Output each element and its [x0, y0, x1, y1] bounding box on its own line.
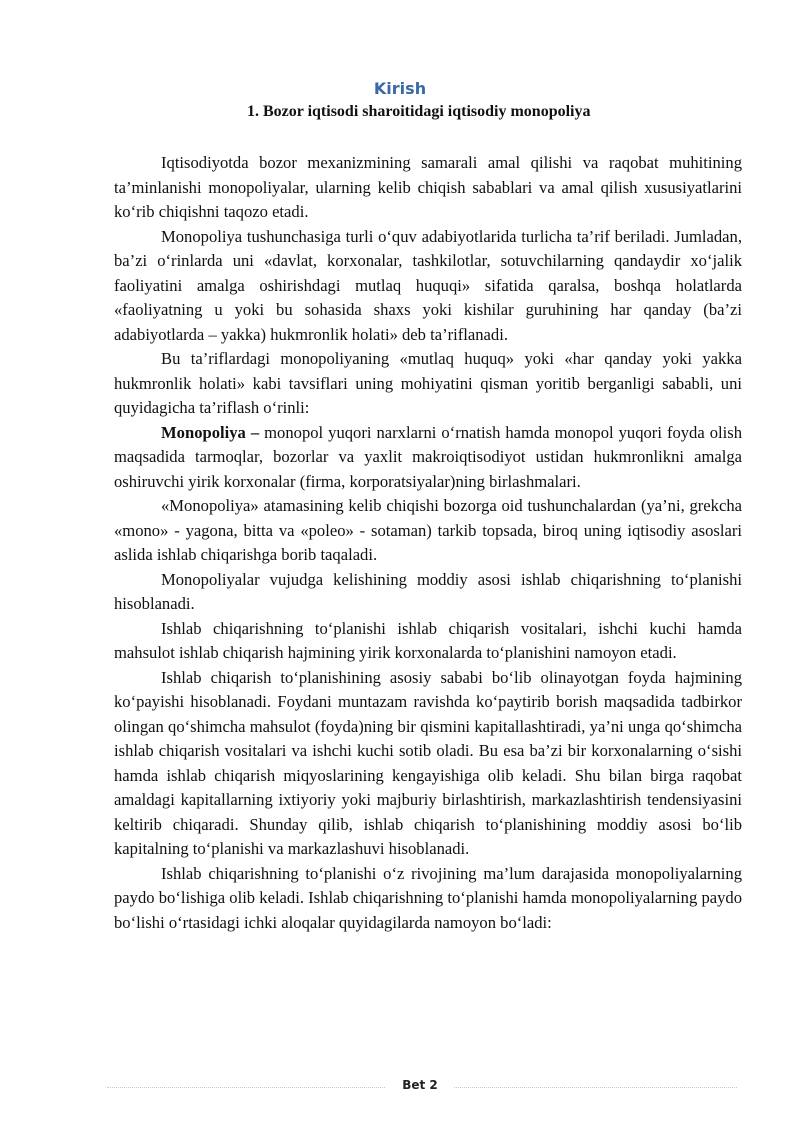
footer-rule-right — [454, 1087, 737, 1088]
paragraph: Ishlab chiqarishning to‘planishi ishlab chiqarish vositalari, ishchi kuchi hamda mahsulot ishlab chiqarish hajmining yirik korxonalarda to‘planishini namoyon etadi. — [114, 618, 742, 662]
chapter-title: 1. Bozor iqtisodi sharoitidagi iqtisodiy monopoliya — [247, 103, 591, 120]
footer-rule-left — [107, 1087, 385, 1088]
definition-paragraph — [114, 421, 742, 495]
page-footer — [107, 1078, 737, 1098]
paragraph: Monopoliya tushunchasiga turli o‘quv adabiyotlarida turlicha ta’rif beriladi. Jumladan, ba’zi o‘rinlarda uni «davlat, korxonalar, tashkilotlar, sotuvchilarning qandaydir xo‘jalik faoliyatini amalga oshirishdagi mutlaq huquqi» sifatida qaralsa, boshqa holatlarda «faoliyatning u yoki bu sohasida shaxs yoki kishilar guruhining har qanday (ba’zi adabiyotlarda – yakka) hukmronlik holati» deb ta’riflanadi. — [114, 226, 742, 344]
paragraph: «Monopoliya» atamasining kelib chiqishi bozorga oid tushunchalardan (ya’ni, grekcha «mono» - yagona, bitta va «poleo» - sotaman) tarkib topsada, biroq uning iqtisodiy asoslari aslida ishlab chiqarishga borib taqaladi. — [114, 496, 742, 564]
paragraph: Iqtisodiyotda bozor mexanizmining samarali amal qilishi va raqobat muhitining ta’minlanishi monopoliyalar, ularning kelib chiqish sabablari va amal qilish xususiyatlarini ko‘rib chiqishni taqozo etadi. — [114, 153, 742, 221]
definition-text: monopol yuqori narxlarni o‘rnatish hamda monopol yuqori foyda olish maqsadida tarmoqlar, bozorlar va yaxlit makroiqtisodiyot ustidan hukmronlikni amalga oshiruvchi yirik korxonalar (firma, korporatsiyalar)ning birlashmalari. — [114, 422, 742, 491]
definition-term: Monopoliya – — [161, 422, 260, 442]
page-number: Bet 2 — [402, 1078, 438, 1092]
section-heading: Kirish — [373, 79, 427, 98]
paragraph: Bu ta’riflardagi monopoliyaning «mutlaq huquq» yoki «har qanday yoki yakka hukmronlik holati» kabi tavsiflari uning mohiyatini qisman yoritib berganligi sababli, uni quyidagicha ta’riflash o‘rinli: — [114, 349, 742, 417]
paragraph: Ishlab chiqarish to‘planishining asosiy sababi bo‘lib olinayotgan foyda hajmining ko‘payishi hisoblanadi. Foydani muntazam ravishda ko‘paytirib borish maqsadida tadbirkor olingan qo‘shimcha mahsulot (foyda)ning bir qismini kapitallashtiradi, ya’ni unga qo‘shimcha ishlab chiqarish vositalari va ishchi kuchi sotib oladi. Bu esa ba’zi bir korxonalarning o‘sishi hamda ishlab chiqarish miqyoslarining kengayishiga olib keladi. Shu bilan birga raqobat amaldagi kapitallarning ixtiyoriy yoki majburiy birlashtirish, markazlashtirish tendensiyasini keltirib chiqaradi. Shunday qilib, ishlab chiqarish to‘planishining moddiy asosi bo‘lib kapitalning to‘planishi va markazlashuvi hisoblanadi. — [114, 667, 742, 858]
body-text — [114, 151, 742, 935]
paragraph: Monopoliyalar vujudga kelishining moddiy asosi ishlab chiqarishning to‘planishi hisoblanadi. — [114, 569, 742, 613]
paragraph: Ishlab chiqarishning to‘planishi o‘z rivojining ma’lum darajasida monopoliyalarning paydo bo‘lishiga olib keladi. Ishlab chiqarishning to‘planishi hamda monopoliyalarning paydo bo‘lishi o‘rtasidagi ichki aloqalar quyidagilarda namoyon bo‘ladi: — [114, 863, 742, 932]
